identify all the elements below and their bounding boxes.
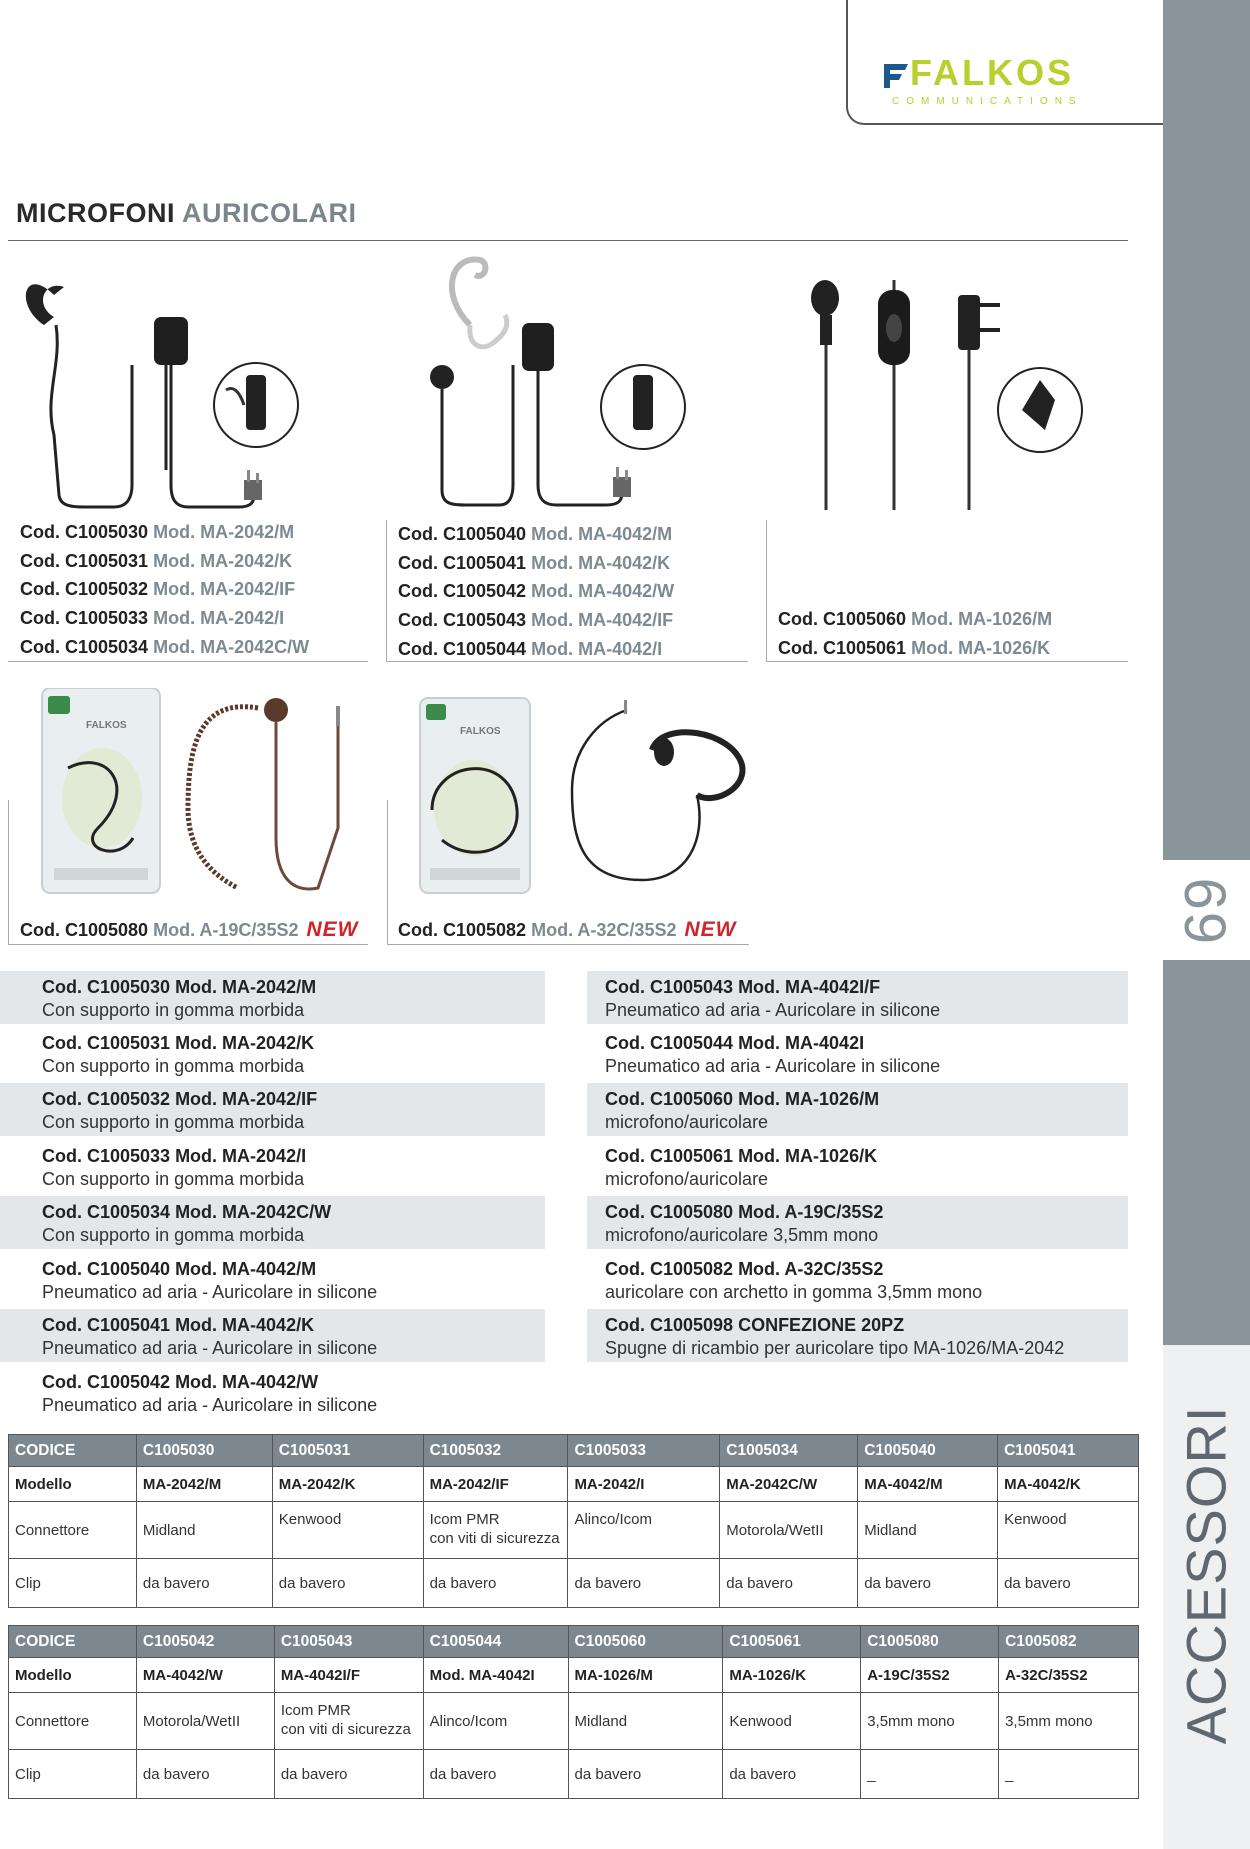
table-row-modello <box>9 1467 1139 1502</box>
product-codes-4 <box>20 916 358 945</box>
sidebar-band-top <box>1163 0 1250 860</box>
table-header-cell: C1005033 <box>568 1435 720 1467</box>
table-header-cell: C1005041 <box>998 1435 1139 1467</box>
table-cell: da bavero <box>568 1559 720 1608</box>
logo-mark-icon <box>882 60 910 90</box>
brand-tagline: COMMUNICATIONS <box>892 96 1083 107</box>
table-row-modello <box>9 1658 1139 1693</box>
description-item: Cod. C1005034 Mod. MA-2042C/W Con supporto in gomma morbida <box>0 1196 545 1249</box>
table-cell: MA-2042/IF <box>423 1467 568 1502</box>
section-label-box <box>1163 1345 1250 1849</box>
page-number-box <box>1163 860 1250 960</box>
description-item: Cod. C1005040 Mod. MA-4042/M Pneumatico ad aria - Auricolare in silicone <box>42 1259 378 1302</box>
table-cell: Connettore <box>9 1502 137 1559</box>
page-title-part2: AURICOLARI <box>182 198 357 228</box>
brand-logo-text: FALKOS <box>910 52 1075 93</box>
table-header-row <box>9 1435 1139 1467</box>
table-cell: da bavero <box>858 1559 998 1608</box>
table-cell: da bavero <box>136 1559 272 1608</box>
table-cell: _ <box>999 1750 1139 1799</box>
earpiece-hook-product-image <box>14 255 314 515</box>
table-cell: A-32C/35S2 <box>999 1658 1139 1693</box>
table-header-cell: CODICE <box>9 1626 137 1658</box>
table-cell: Connettore <box>9 1693 137 1750</box>
table-cell: MA-2042/K <box>272 1467 423 1502</box>
description-item: Cod. C1005098 CONFEZIONE 20PZ Spugne di ricambio per auricolare tipo MA-1026/MA-2042 <box>587 1309 1128 1362</box>
description-item: Cod. C1005061 Mod. MA-1026/K microfono/auricolare <box>605 1146 878 1189</box>
table-cell: Icom PMR con viti di sicurezza <box>423 1502 568 1559</box>
new-badge: NEW <box>306 918 359 941</box>
table-cell: Motorola/WetII <box>136 1693 274 1750</box>
table-cell: 3,5mm mono <box>861 1693 999 1750</box>
table-cell: Midland <box>568 1693 723 1750</box>
description-item: Cod. C1005080 Mod. A-19C/35S2 microfono/auricolare 3,5mm mono <box>587 1196 1128 1249</box>
table-cell: da bavero <box>136 1750 274 1799</box>
d-shape-earpiece-package-image <box>412 690 752 905</box>
table-cell: Midland <box>136 1502 272 1559</box>
table-cell: MA-2042C/W <box>720 1467 858 1502</box>
table-cell: Alinco/Icom <box>423 1693 568 1750</box>
table-cell: da bavero <box>272 1559 423 1608</box>
air-tube-earpiece-product-image <box>410 255 710 515</box>
product-codes-5 <box>398 916 736 945</box>
table-row-clip <box>9 1750 1139 1799</box>
product-code-line: Cod. C1005034 Mod. MA-2042C/W <box>20 636 310 657</box>
table-cell: MA-4042/W <box>136 1658 274 1693</box>
new-badge: NEW <box>684 918 737 941</box>
package-label: FALKOS <box>86 720 127 731</box>
table-cell: da bavero <box>723 1750 861 1799</box>
product-codes-2 <box>398 520 674 664</box>
product-code-line: Cod. C1005032 Mod. MA-2042/IF <box>20 579 296 600</box>
table-header-cell: C1005040 <box>858 1435 998 1467</box>
table-row-clip <box>9 1559 1139 1608</box>
page-number: 69 <box>1173 875 1239 945</box>
page-title-part1: MICROFONI <box>16 198 175 228</box>
product-code-line: Cod. C1005080 Mod. A-19C/35S2 NEW <box>20 918 359 941</box>
table-header-cell: C1005082 <box>999 1626 1139 1658</box>
table-header-cell: C1005061 <box>723 1626 861 1658</box>
table-header-cell: C1005031 <box>272 1435 423 1467</box>
table-cell: Mod. MA-4042I <box>423 1658 568 1693</box>
title-divider <box>8 240 1128 241</box>
table-cell: da bavero <box>274 1750 423 1799</box>
product-code-line: Cod. C1005031 Mod. MA-2042/K <box>20 550 293 571</box>
product-codes-1 <box>20 518 309 662</box>
product-code-line: Cod. C1005060 Mod. MA-1026/M <box>778 609 1053 629</box>
table-cell: Clip <box>9 1559 137 1608</box>
table-cell: MA-1026/K <box>723 1658 861 1693</box>
product-code-line: Cod. C1005044 Mod. MA-4042/I <box>398 638 663 659</box>
brand-logo-box <box>846 0 1163 125</box>
table-header-cell: C1005043 <box>274 1626 423 1658</box>
description-item: Cod. C1005032 Mod. MA-2042/IF Con supporto in gomma morbida <box>0 1083 545 1136</box>
table-cell: 3,5mm mono <box>999 1693 1139 1750</box>
table-cell: da bavero <box>568 1750 723 1799</box>
brand-logo <box>910 52 1074 94</box>
table-header-cell: C1005044 <box>423 1626 568 1658</box>
description-item: Cod. C1005043 Mod. MA-4042I/F Pneumatico ad aria - Auricolare in silicone <box>587 971 1128 1024</box>
table-header-cell: C1005030 <box>136 1435 272 1467</box>
description-item: Cod. C1005044 Mod. MA-4042I Pneumatico ad aria - Auricolare in silicone <box>605 1033 941 1076</box>
product-code-line: Cod. C1005033 Mod. MA-2042/I <box>20 608 285 629</box>
table-cell: Midland <box>858 1502 998 1559</box>
description-item: Cod. C1005060 Mod. MA-1026/M microfono/auricolare <box>587 1083 1128 1136</box>
page-title <box>16 198 357 229</box>
table-cell: da bavero <box>423 1750 568 1799</box>
table-cell: Modello <box>9 1467 137 1502</box>
sidebar-band-middle <box>1163 960 1250 1345</box>
table-header-cell: C1005080 <box>861 1626 999 1658</box>
product-code-line: Cod. C1005041 Mod. MA-4042/K <box>398 552 671 573</box>
table-cell: MA-4042/M <box>858 1467 998 1502</box>
table-cell: Kenwood <box>723 1693 861 1750</box>
description-item: Cod. C1005031 Mod. MA-2042/K Con supporto in gomma morbida <box>42 1033 315 1076</box>
product-code-line: Cod. C1005082 Mod. A-32C/35S2 NEW <box>398 918 737 941</box>
table-header-cell: CODICE <box>9 1435 137 1467</box>
table-cell: A-19C/35S2 <box>861 1658 999 1693</box>
section-sidebar <box>1163 0 1250 1849</box>
table-cell: Icom PMR con viti di sicurezza <box>274 1693 423 1750</box>
table-cell: Kenwood <box>272 1502 423 1559</box>
product-code-line: Cod. C1005061 Mod. MA-1026/K <box>778 637 1051 658</box>
table-cell: da bavero <box>423 1559 568 1608</box>
product-codes-3 <box>778 605 1052 662</box>
table-cell: MA-2042/I <box>568 1467 720 1502</box>
table-row-connettore <box>9 1693 1139 1750</box>
table-cell: Clip <box>9 1750 137 1799</box>
description-item: Cod. C1005042 Mod. MA-4042/W Pneumatico ad aria - Auricolare in silicone <box>42 1372 378 1415</box>
table-cell: MA-4042/K <box>998 1467 1139 1502</box>
table-cell: da bavero <box>998 1559 1139 1608</box>
table-cell: Alinco/Icom <box>568 1502 720 1559</box>
earbud-ptt-product-image <box>800 270 1100 520</box>
table-cell: MA-2042/M <box>136 1467 272 1502</box>
section-label: ACCESSORI <box>1174 1405 1238 1745</box>
description-item: Cod. C1005030 Mod. MA-2042/M Con supporto in gomma morbida <box>0 971 545 1024</box>
table-cell: MA-1026/M <box>568 1658 723 1693</box>
table-cell: MA-4042I/F <box>274 1658 423 1693</box>
table-header-cell: C1005042 <box>136 1626 274 1658</box>
product-code-line: Cod. C1005040 Mod. MA-4042/M <box>398 524 673 544</box>
table-cell: Motorola/WetII <box>720 1502 858 1559</box>
table-cell: _ <box>861 1750 999 1799</box>
product-code-line: Cod. C1005043 Mod. MA-4042/IF <box>398 610 674 631</box>
table-header-cell: C1005060 <box>568 1626 723 1658</box>
spec-table-2 <box>8 1625 1139 1799</box>
spec-table-1 <box>8 1434 1139 1608</box>
product-code-line: Cod. C1005042 Mod. MA-4042/W <box>398 581 675 602</box>
table-header-cell: C1005032 <box>423 1435 568 1467</box>
table-cell: da bavero <box>720 1559 858 1608</box>
table-cell: Kenwood <box>998 1502 1139 1559</box>
table-header-row <box>9 1626 1139 1658</box>
product-code-line: Cod. C1005030 Mod. MA-2042/M <box>20 522 295 542</box>
coiled-earpiece-package-image <box>38 688 358 908</box>
package-label: FALKOS <box>460 726 501 737</box>
description-item: Cod. C1005033 Mod. MA-2042/I Con supporto in gomma morbida <box>42 1146 307 1189</box>
description-item: Cod. C1005082 Mod. A-32C/35S2 auricolare con archetto in gomma 3,5mm mono <box>605 1259 983 1302</box>
table-cell: Modello <box>9 1658 137 1693</box>
table-row-connettore <box>9 1502 1139 1559</box>
description-item: Cod. C1005041 Mod. MA-4042/K Pneumatico ad aria - Auricolare in silicone <box>0 1309 545 1362</box>
table-header-cell: C1005034 <box>720 1435 858 1467</box>
